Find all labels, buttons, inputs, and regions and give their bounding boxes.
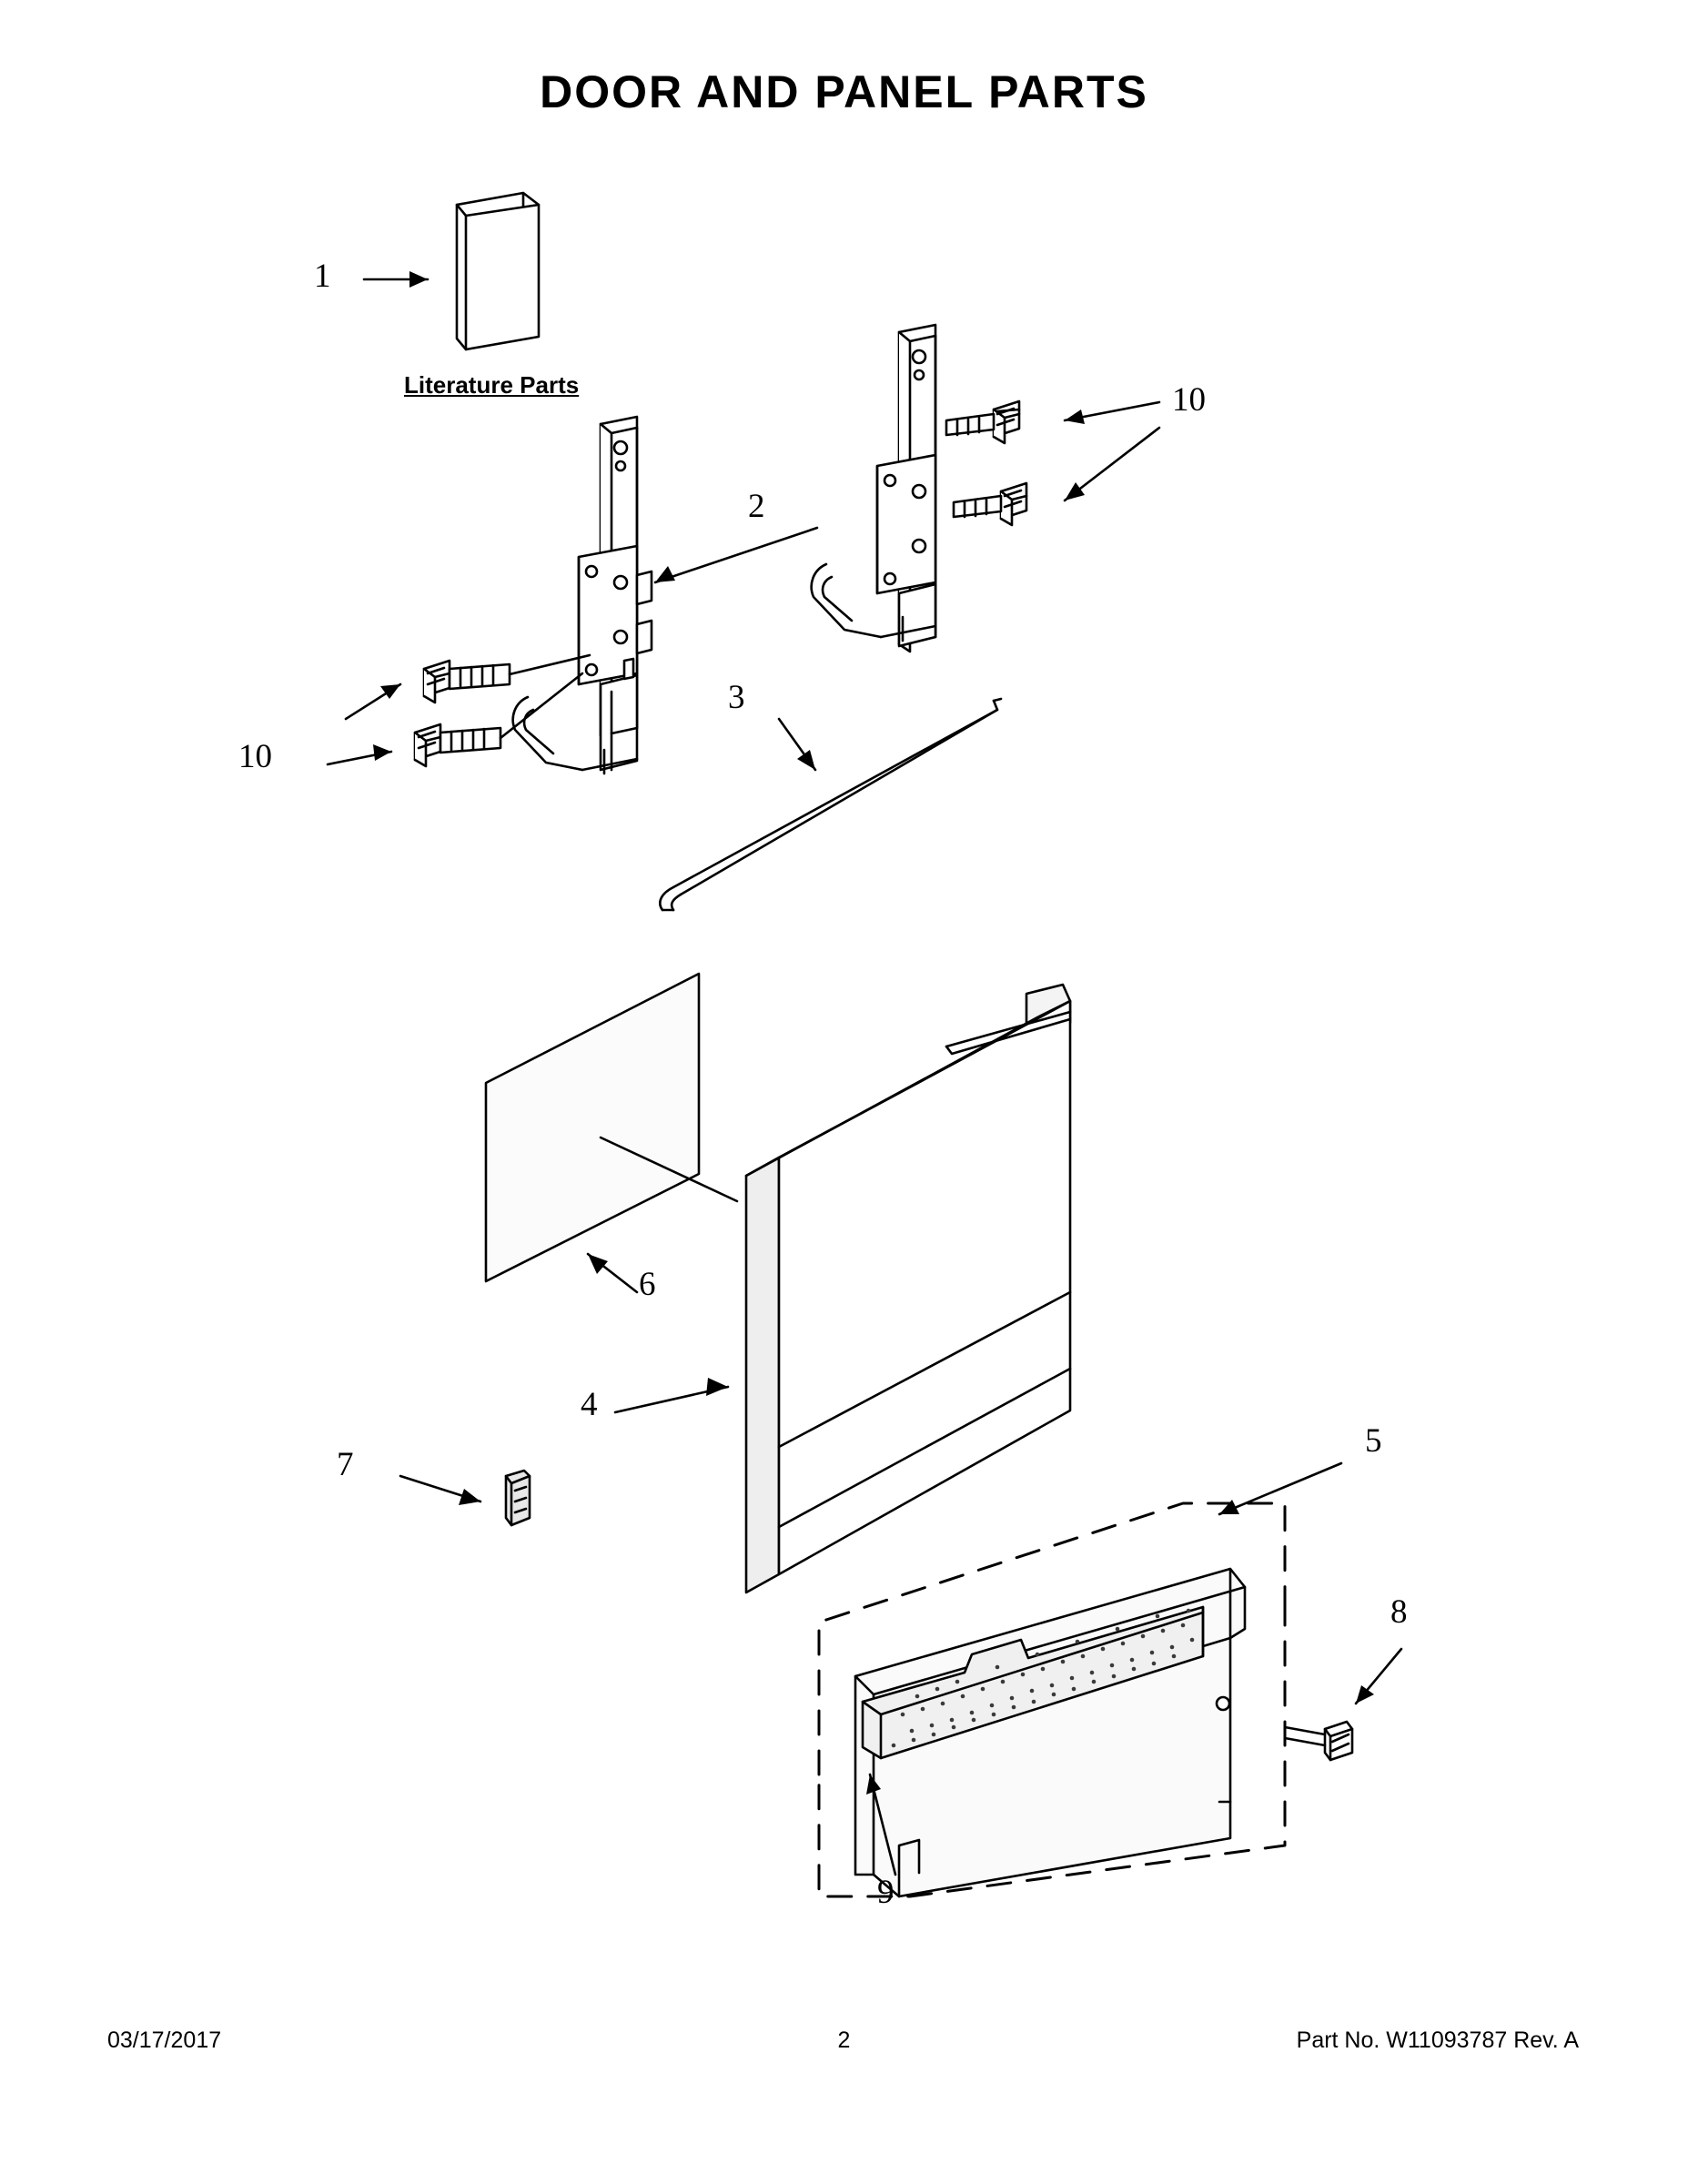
- literature-parts-label: Literature Parts: [404, 371, 580, 399]
- leader-3: [779, 719, 815, 770]
- callout-6: 6: [639, 1266, 656, 1303]
- footer-date: 03/17/2017: [107, 2027, 222, 2053]
- callout-1: 1: [314, 258, 331, 295]
- part-screws-left: [415, 655, 590, 766]
- part-screw-8: [1285, 1722, 1352, 1760]
- part-inner-panel: [486, 974, 737, 1281]
- callout-10-right: 10: [1172, 381, 1206, 419]
- footer-part-number: Part No. W11093787 Rev. A: [1296, 2027, 1579, 2053]
- footer-page-number: 2: [837, 2027, 851, 2053]
- leader-6: [588, 1254, 637, 1292]
- callout-4: 4: [581, 1386, 598, 1423]
- leader-4: [615, 1378, 728, 1412]
- part-long-rod: [660, 699, 1001, 910]
- leader-10-right: [1065, 402, 1159, 500]
- part-screws-right: [946, 401, 1026, 525]
- callout-8: 8: [1390, 1593, 1408, 1631]
- callout-9: 9: [877, 1874, 895, 1911]
- part-hinge-left: [513, 417, 652, 774]
- callout-2: 2: [748, 488, 765, 525]
- part-outer-door: [746, 985, 1070, 1592]
- leader-1: [364, 271, 428, 288]
- page-title: DOOR AND PANEL PARTS: [540, 66, 1148, 117]
- callout-3: 3: [728, 679, 745, 716]
- callout-7: 7: [337, 1446, 354, 1483]
- leader-10-left: [328, 684, 400, 764]
- leader-8: [1356, 1649, 1401, 1704]
- part-literature-booklet: [457, 193, 539, 349]
- part-hinge-right: [812, 325, 935, 652]
- part-small-clip: [506, 1471, 530, 1525]
- leader-5: [1219, 1463, 1341, 1514]
- leader-7: [400, 1476, 480, 1505]
- leader-2: [655, 528, 817, 582]
- callout-10-left: 10: [238, 738, 272, 775]
- callout-5: 5: [1365, 1422, 1382, 1460]
